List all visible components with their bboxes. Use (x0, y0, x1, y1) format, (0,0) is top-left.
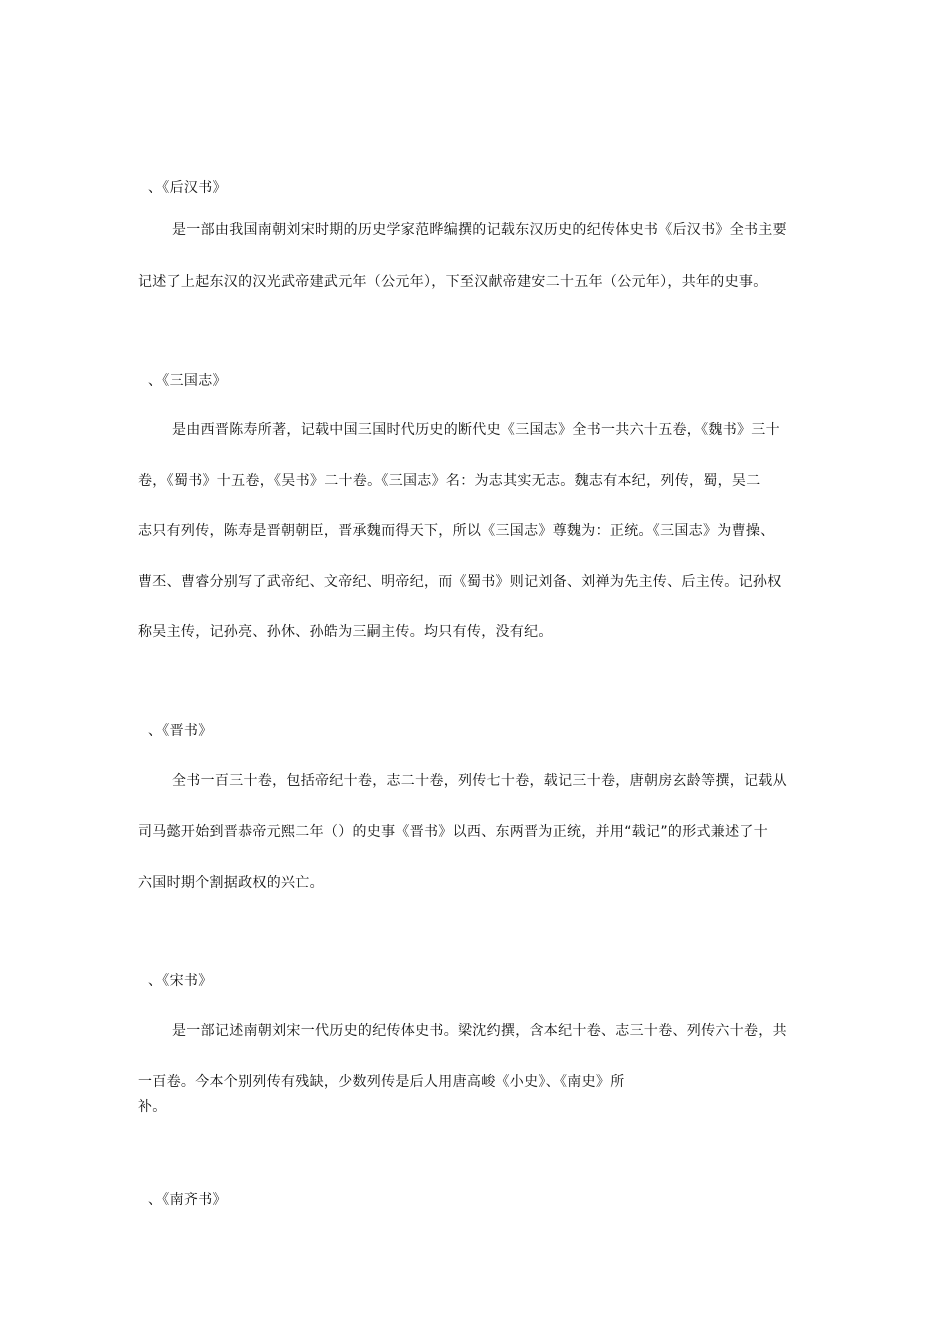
section-heading: 、《南齐书》 (148, 1192, 227, 1208)
paragraph-line: 是一部记述南朝刘宋一代历史的纪传体史书。梁沈约撰，含本纪十卷、志三十卷、列传六十卷，共 (172, 1023, 787, 1039)
section-heading: 、《三国志》 (148, 373, 227, 389)
paragraph-line: 一百卷。今本个别列传有残缺，少数列传是后人用唐高峻《小史》、《南史》所 (138, 1074, 625, 1090)
paragraph-line: 司马懿开始到晋恭帝元熙二年（）的史事《晋书》以西、东两晋为正统，并用“载记”的形式兼述了十 (138, 824, 769, 840)
paragraph-line: 是由西晋陈寿所著，记载中国三国时代历史的断代史《三国志》全书一共六十五卷，《魏书》三十 (172, 422, 780, 438)
paragraph-line: 是一部由我国南朝刘宋时期的历史学家范晔编撰的记载东汉历史的纪传体史书《后汉书》全书主要 (172, 222, 787, 238)
paragraph-line: 志只有列传，陈寿是晋朝朝臣，晋承魏而得天下，所以《三国志》尊魏为：正统。《三国志》为曹操、 (138, 523, 775, 539)
paragraph-line: 全书一百三十卷，包括帝纪十卷，志二十卷，列传七十卷，载记三十卷，唐朝房玄龄等撰，记载从 (172, 773, 787, 789)
paragraph-line: 补。 (138, 1099, 167, 1115)
paragraph-line: 记述了上起东汉的汉光武帝建武元年（公元年），下至汉献帝建安二十五年（公元年），共年的史事。 (138, 274, 768, 290)
paragraph-line: 曹丕、曹睿分别写了武帝纪、文帝纪、明帝纪，而《蜀书》则记刘备、刘禅为先主传、后主传。记孙权 (138, 574, 782, 590)
section-heading: 、《晋书》 (148, 723, 213, 739)
section-heading: 、《后汉书》 (148, 180, 227, 196)
paragraph-line: 六国时期个割据政权的兴亡。 (138, 875, 324, 891)
paragraph-line: 称吴主传，记孙亮、孙休、孙皓为三嗣主传。均只有传，没有纪。 (138, 624, 553, 640)
paragraph-line: 卷，《蜀书》十五卷，《吴书》二十卷。《三国志》名：为志其实无志。魏志有本纪，列传，蜀，吴二 (138, 473, 761, 489)
section-heading: 、《宋书》 (148, 973, 213, 989)
